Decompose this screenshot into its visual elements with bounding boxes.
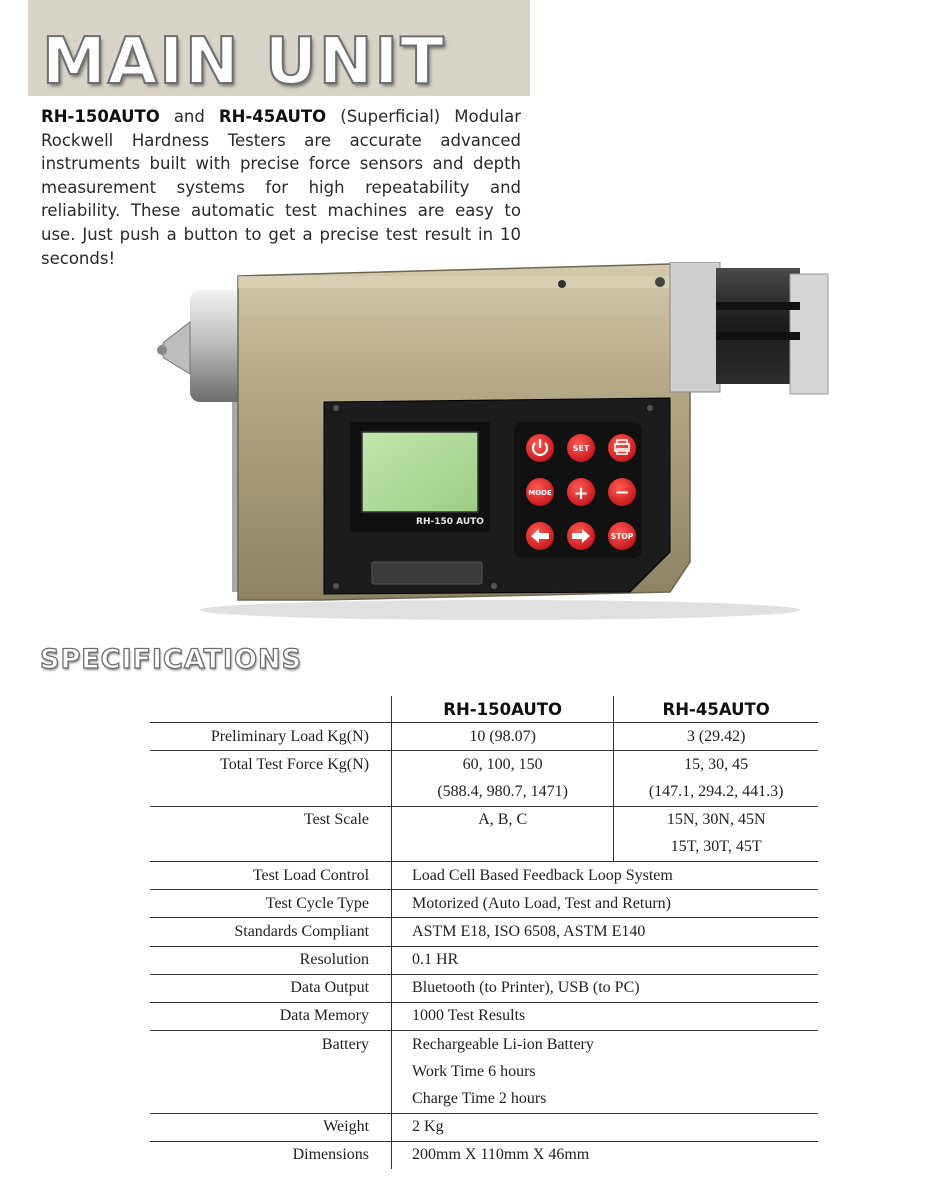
- set-button-label: SET: [572, 444, 590, 453]
- device-screen-label: RH-150 AUTO: [416, 517, 484, 527]
- device-illustration: [150, 262, 850, 622]
- table-row: [150, 1031, 818, 1059]
- table-row: [150, 751, 818, 779]
- cell-value: Bluetooth (to Printer), USB (to PC): [392, 974, 818, 1002]
- cell-value: 15N, 30N, 45N: [666, 811, 766, 829]
- cell-value: A, B, C: [392, 806, 614, 834]
- table-header-row: [150, 696, 818, 723]
- cell-value: 200mm X 110mm X 46mm: [412, 1146, 590, 1164]
- row-label: Dimensions: [150, 1141, 392, 1169]
- table-row: [150, 806, 818, 834]
- cell-value: 10 (98.07): [392, 723, 614, 751]
- table-row: [150, 834, 818, 862]
- intro-connector: and: [173, 107, 205, 126]
- row-label: Preliminary Load Kg(N): [150, 723, 392, 751]
- minus-button-label: −: [614, 482, 630, 503]
- stop-button-label: STOP: [610, 532, 634, 541]
- specifications-heading: SPECIFICATIONS: [40, 644, 303, 675]
- model-a-name: RH-150AUTO: [41, 107, 160, 126]
- cell-value: 60, 100, 150: [392, 751, 614, 779]
- table-row: [150, 1002, 818, 1030]
- row-label: Data Output: [150, 974, 392, 1002]
- table-row: [150, 974, 818, 1002]
- row-label: Total Test Force Kg(N): [150, 751, 392, 779]
- cell-value: Rechargeable Li-ion Battery: [412, 1035, 594, 1053]
- cell-value: Work Time 6 hours: [412, 1062, 536, 1080]
- row-label: Battery: [150, 1031, 392, 1059]
- page-title: MAIN UNIT: [42, 25, 446, 99]
- intro-text: (Superficial) Modular Rockwell Hardness Testers are accurate advanced instruments built with precise force sensors and depth measurement systems for high repeatability and reliability. These automatic test machines are easy to use. Just push a button to get a precise test result in 10 seconds!: [41, 107, 522, 268]
- plus-button-label: +: [573, 483, 589, 504]
- row-label: Data Memory: [150, 1002, 392, 1030]
- cell-value: 15T, 30T, 45T: [614, 834, 818, 862]
- table-row: [150, 946, 818, 974]
- cell-value: 0.1 HR: [392, 946, 818, 974]
- table-row: [150, 1141, 818, 1169]
- cell-value: Motorized (Auto Load, Test and Return): [392, 890, 818, 918]
- table-row: [150, 1085, 818, 1113]
- table-row: [150, 861, 818, 889]
- cell-value: 3 (29.42): [614, 723, 818, 751]
- intro-paragraph: [41, 105, 521, 270]
- row-label: Standards Compliant: [150, 918, 392, 946]
- column-header-rh45: RH-45AUTO: [614, 696, 818, 723]
- print-button[interactable]: [608, 434, 636, 462]
- table-row: [150, 1058, 818, 1085]
- table-row: [150, 890, 818, 918]
- cell-value: 1000 Test Results: [392, 1002, 818, 1030]
- cell-value: (588.4, 980.7, 1471): [392, 778, 614, 806]
- column-header-rh150: RH-150AUTO: [392, 696, 614, 723]
- row-label: Resolution: [150, 946, 392, 974]
- model-b-name: RH-45AUTO: [218, 107, 327, 126]
- cell-value: Charge Time 2 hours: [392, 1085, 818, 1113]
- mode-button-label: MODE: [528, 489, 552, 497]
- cell-value: Load Cell Based Feedback Loop System: [392, 861, 818, 889]
- table-row: [150, 778, 818, 806]
- table-row: [150, 918, 818, 946]
- cell-value: 2 Kg: [392, 1113, 818, 1141]
- row-label: Weight: [150, 1113, 392, 1141]
- row-label: Test Scale: [150, 806, 392, 834]
- specifications-table: [150, 696, 818, 1169]
- header-empty-cell: [150, 696, 392, 723]
- row-label: Test Cycle Type: [150, 890, 392, 918]
- table-row: [150, 1113, 818, 1141]
- cell-value: (147.1, 294.2, 441.3): [614, 778, 818, 806]
- table-row: [150, 723, 818, 751]
- row-label: Test Load Control: [150, 861, 392, 889]
- cell-value: 15, 30, 45: [684, 755, 749, 773]
- brand-logo-plate: [372, 562, 482, 584]
- cell-value: ASTM E18, ISO 6508, ASTM E140: [392, 918, 818, 946]
